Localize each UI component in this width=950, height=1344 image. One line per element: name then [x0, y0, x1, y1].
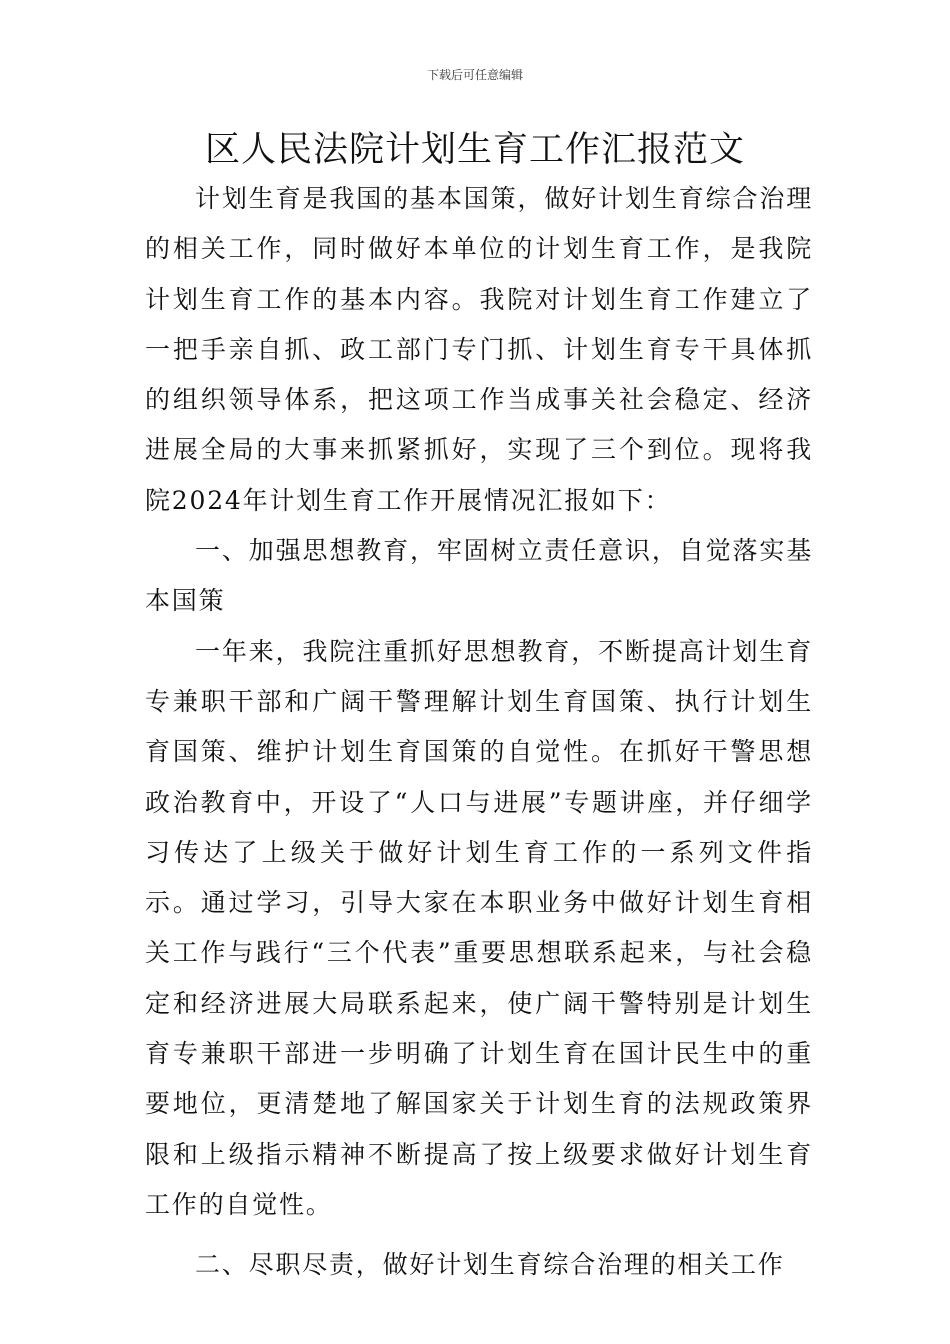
header-note: 下载后可任意编辑	[426, 68, 523, 82]
paragraph-section-1: 一年来，我院注重抓好思想教育，不断提高计划生育专兼职干部和广阔干警理解计划生育国策、执行计划生育国策、维护计划生育国策的自觉性。在抓好干警思想政治教育中，开设了“人口与进展”专题讲座，并仔细学习传达了上级关于做好计划生育工作的一系列文件指示。通过学习，引导大家在本职业务中做好计划生育相关工作与践行“三个代表”重要思想联系起来，与社会稳定和经济进展大局联系起来，使广阔干警特别是计划生育专兼职干部进一步明确了计划生育在国计民生中的重要地位，更清楚地了解国家关于计划生育的法规政策界限和上级指示精神不断提高了按上级要求做好计划生育工作的自觉性。	[145, 636, 813, 1219]
document-title: 区人民法院计划生育工作汇报范文	[204, 130, 745, 170]
section-heading-1: 一、加强思想教育，牢固树立责任意识，自觉落实基本国策	[145, 536, 813, 616]
document-body	[145, 174, 813, 1291]
paragraph-intro: 计划生育是我国的基本国策，做好计划生育综合治理的相关工作，同时做好本单位的计划生育工作，是我院计划生育工作的基本内容。我院对计划生育工作建立了一把手亲自抓、政工部门专门抓、计划生育专干具体抓的组织领导体系，把这项工作当成事关社会稳定、经济进展全局的大事来抓紧抓好，实现了三个到位。现将我院2024年计划生育工作开展情况汇报如下：	[145, 184, 813, 515]
section-heading-2: 二、尽职尽责，做好计划生育综合治理的相关工作	[195, 1250, 785, 1280]
